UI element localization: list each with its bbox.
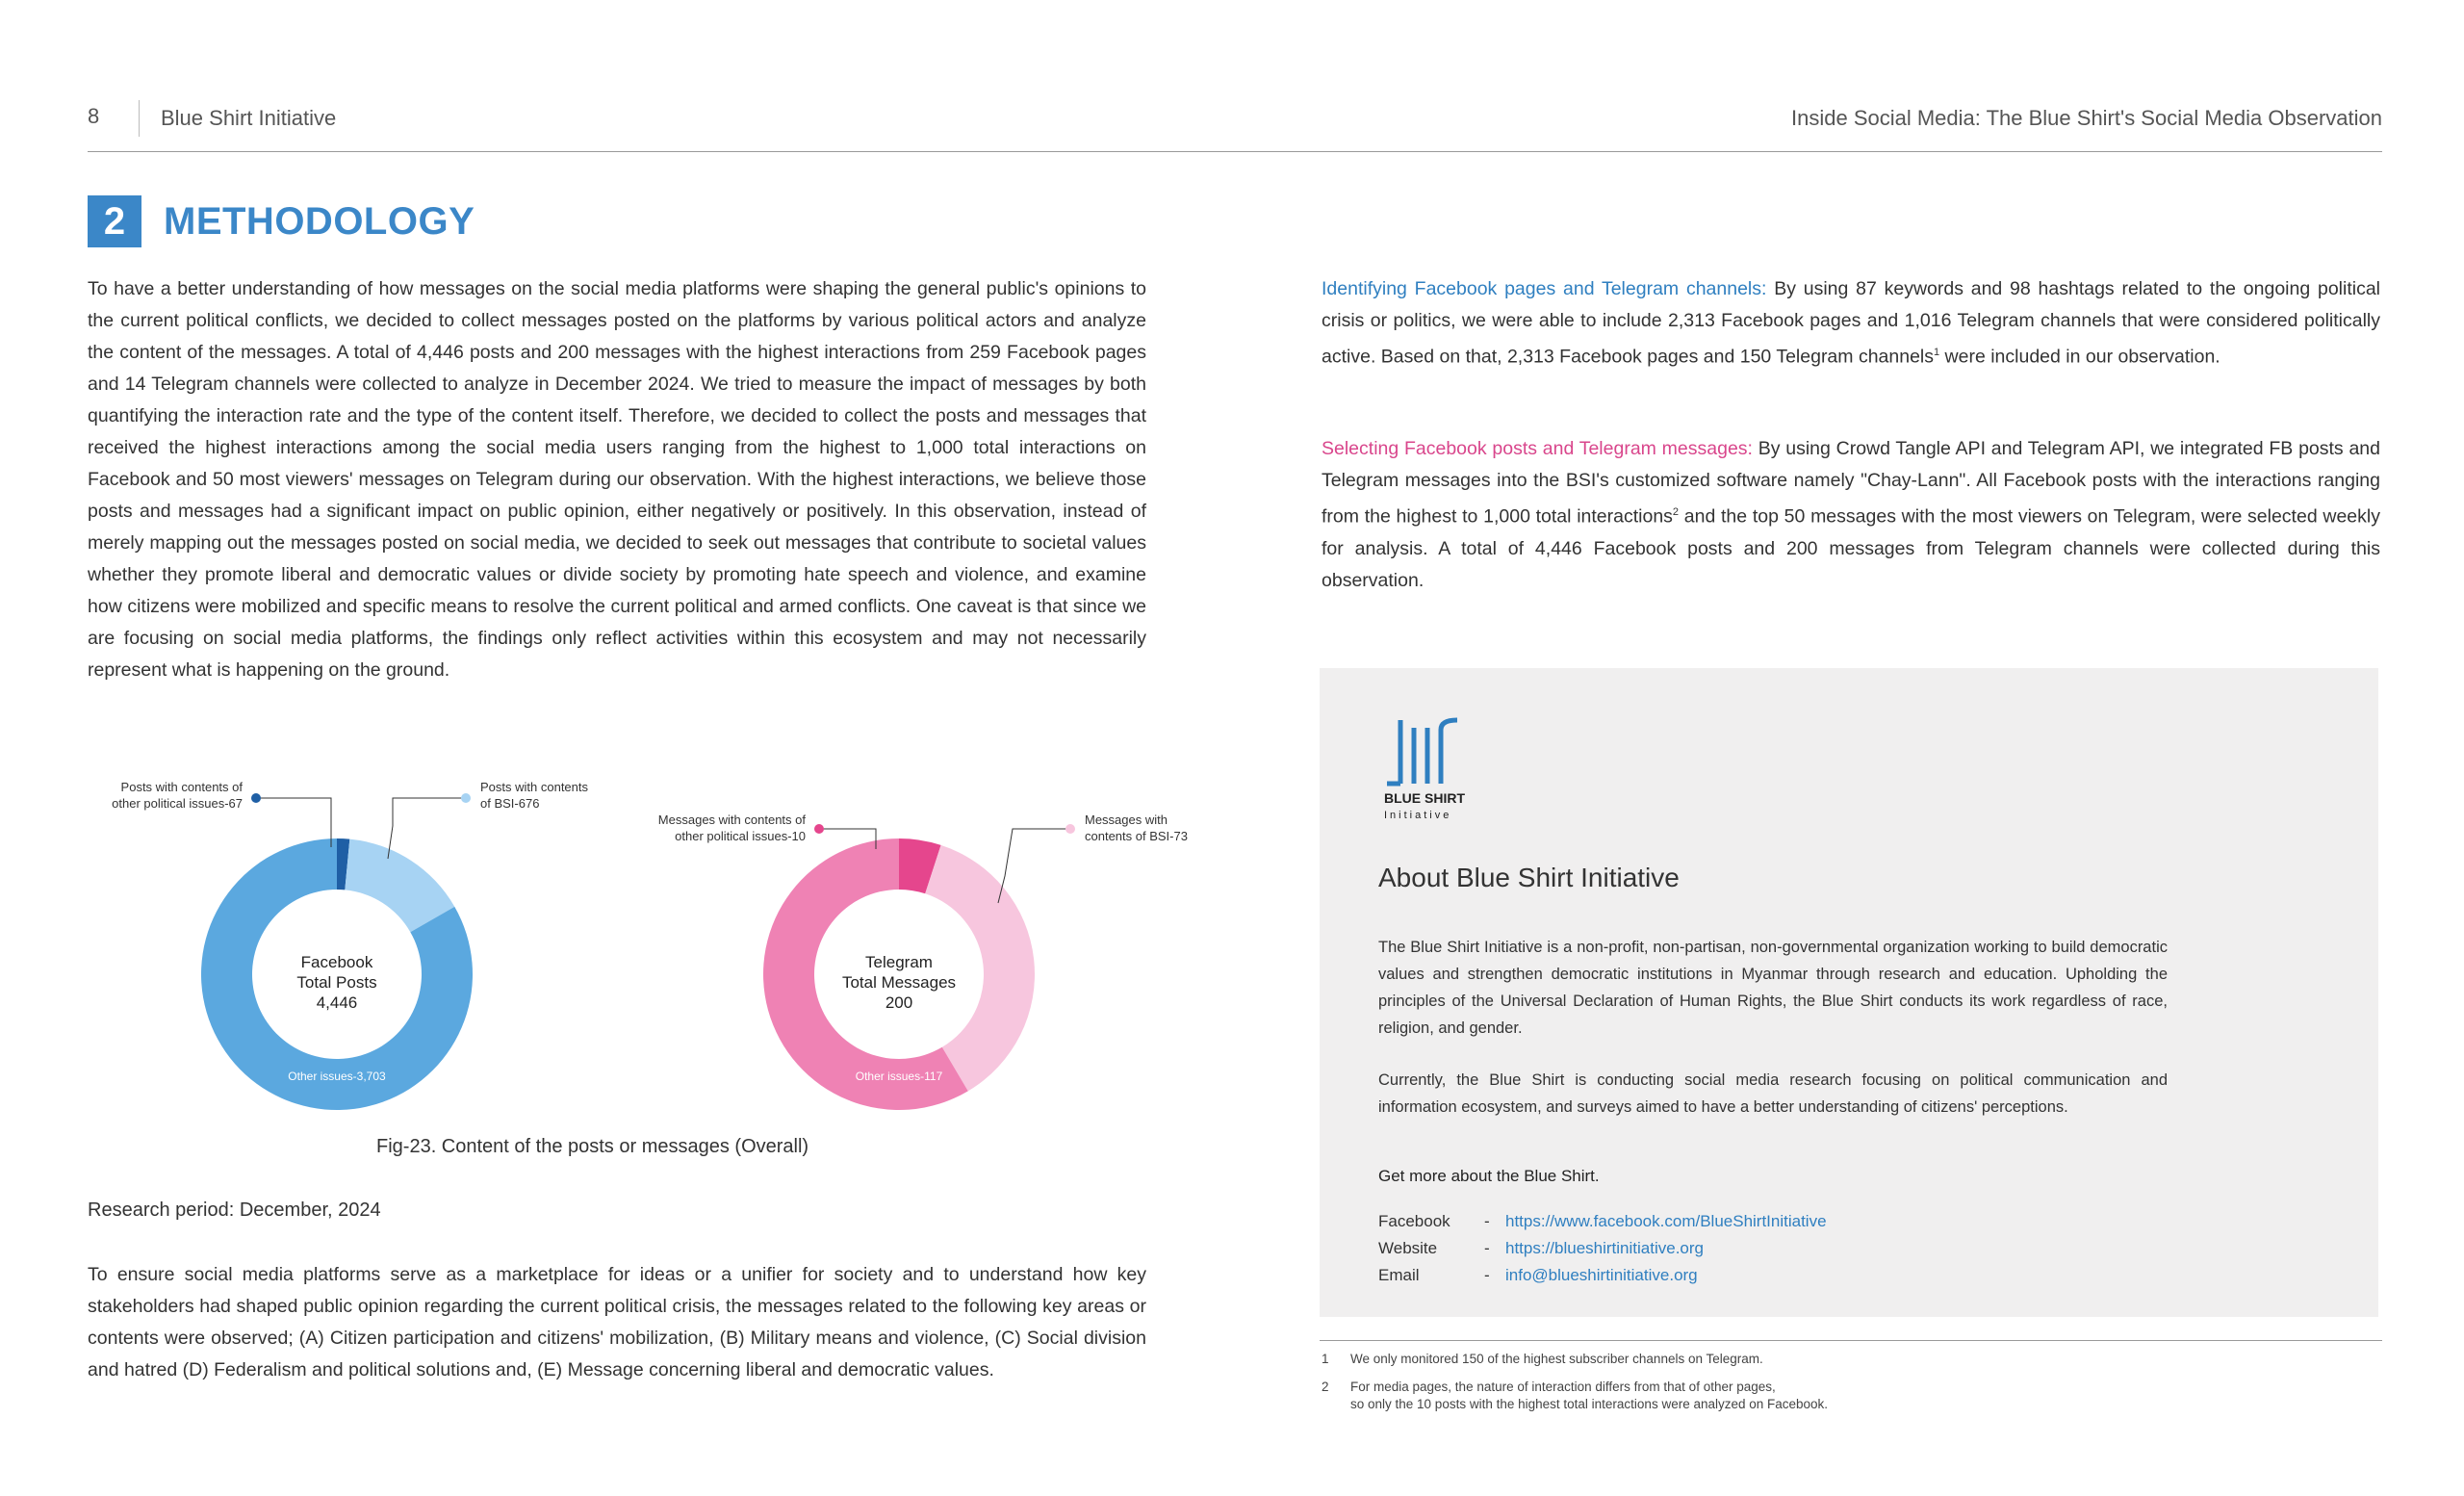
header-divider <box>139 100 140 137</box>
logo-text-line2: Initiative <box>1384 810 1452 821</box>
research-period: Research period: December, 2024 <box>88 1199 381 1221</box>
contact-email-dash: - <box>1484 1266 1490 1284</box>
header-report-title: Inside Social Media: The Blue Shirt's Social Media Observation <box>1791 106 2382 130</box>
page-number: 8 <box>88 104 100 128</box>
tg-dot-bsi <box>1065 824 1075 834</box>
footnote-ref-2[interactable]: 2 <box>1672 506 1680 518</box>
footnote-2-number: 2 <box>1322 1380 1329 1394</box>
tg-label-bsi-line1: Messages with <box>1085 812 1168 827</box>
about-paragraph-2: Currently, the Blue Shirt is conducting social media research focusing on political communication and information ecosystem, and surveys aimed to have a better understanding of citizens' perceptions. <box>1378 1071 2168 1116</box>
fb-label-other-issues: Other issues-3,703 <box>288 1070 386 1083</box>
footnote-2-text-line2: so only the 10 posts with the highest total interactions were analyzed on Facebook. <box>1350 1397 1829 1411</box>
tg-label-other-issues: Other issues-117 <box>855 1070 943 1083</box>
contact-email <box>1378 1266 1698 1285</box>
tg-center-line1: Telegram <box>865 953 933 971</box>
tg-label-bsi-line2: contents of BSI-73 <box>1085 829 1188 843</box>
tg-center-line3: 200 <box>885 993 913 1012</box>
logo-text-line1: BLUE SHIRT <box>1384 790 1465 806</box>
section-number-badge: 2 <box>88 195 141 247</box>
header-rule <box>88 151 2382 152</box>
footnote-rule <box>1320 1340 2382 1341</box>
identifying-paragraph <box>1322 273 2380 374</box>
footnote-ref-1[interactable]: 1 <box>1934 347 1940 358</box>
figure-caption: Fig-23. Content of the posts or messages (Overall) <box>376 1136 809 1157</box>
header-org-name: Blue Shirt Initiative <box>161 106 337 130</box>
footnote-1-text: We only monitored 150 of the highest subscriber channels on Telegram. <box>1350 1352 1763 1366</box>
fb-leader-bsi <box>388 798 466 859</box>
footnote-2 <box>1322 1379 1828 1413</box>
get-more-heading: Get more about the Blue Shirt. <box>1378 1167 1600 1185</box>
fb-center-line2: Total Posts <box>296 973 377 992</box>
identifying-text: By using 87 keywords and 98 hashtags related to the ongoing political crisis or politics, we were able to include 2,313 Facebook pages and 1,016 Telegram channels that were considered politically active. Based on that, 2,313 Facebook pages and 150 Telegram channels <box>1322 278 2380 368</box>
blue-shirt-logo <box>1382 712 1488 821</box>
fb-label-bsi-line1: Posts with contents <box>480 780 588 794</box>
fb-label-other-political-line1: Posts with contents of <box>120 780 243 794</box>
footnote-2-text: For media pages, the nature of interaction differs from that of other pages, <box>1350 1380 1776 1394</box>
identifying-lead: Identifying Facebook pages and Telegram channels: <box>1322 278 1767 299</box>
selecting-lead: Selecting Facebook posts and Telegram messages: <box>1322 438 1753 459</box>
footnote-1-number: 1 <box>1322 1352 1329 1366</box>
intro-paragraph: To have a better understanding of how messages on the social media platforms were shaping the general public's opinions to the current political conflicts, we decided to collect messages posted on the platforms by various political actors and analyze the content of the messages. A total of 4,446 posts and 200 messages with the highest interactions from 259 Facebook pages and 14 Telegram channels were collected to analyze in December 2024. We tried to measure the impact of messages by both quantifying the interaction rate and the type of the content itself. Therefore, we decided to collect the posts and messages that received the highest interactions among the social media users ranging from the highest to 1,000 total interactions on Facebook and 50 most viewers' messages on Telegram during our observation. With the highest interactions, we believe those posts and messages had a significant impact on public opinion, either negatively or positively. In this observation, instead of merely mapping out the messages posted on social media, we decided to seek out messages that contribute to societal values whether they promote liberal and democratic values or divide society by promoting hate speech and violence, and examine how citizens were mobilized and specific means to resolve the current political and armed conflicts. One caveat is that since we are focusing on social media platforms, the findings only reflect activities within this ecosystem and may not necessarily represent what is happening on the ground. <box>88 278 1146 681</box>
selecting-paragraph <box>1322 433 2380 597</box>
about-paragraph-1: The Blue Shirt Initiative is a non-profit, non-partisan, non-governmental organization working to build democratic values and strengthen democratic institutions in Myanmar through research and education. Upholding the principles of the Universal Declaration of Human Rights, the Blue Shirt conducts its work regardless of race, religion, and gender. <box>1378 939 2168 1037</box>
fb-center-line1: Facebook <box>300 953 373 971</box>
contact-website-dash: - <box>1484 1239 1490 1257</box>
contact-facebook-dash: - <box>1484 1212 1490 1230</box>
key-areas-paragraph: To ensure social media platforms serve as a marketplace for ideas or a unifier for society and to understand how key stakeholders had shaped public opinion regarding the current political crisis, the messages related to the following key areas or contents were observed; (A) Citizen participation and citizens' mobilization, (B) Military means and violence, (C) Social division and hatred (D) Federalism and political solutions and, (E) Message concerning liberal and democratic values. <box>88 1264 1146 1380</box>
contact-website-label: Website <box>1378 1239 1438 1257</box>
email-link[interactable]: info@blueshirtinitiative.org <box>1505 1266 1698 1284</box>
tg-label-other-political-line2: other political issues-10 <box>675 829 806 843</box>
contact-email-label: Email <box>1378 1266 1420 1284</box>
fb-label-other-political-line2: other political issues-67 <box>112 796 243 811</box>
contact-facebook <box>1378 1212 1827 1231</box>
fb-dot-other-political <box>251 793 261 803</box>
donut-charts-figure <box>77 770 1232 1136</box>
website-link[interactable]: https://blueshirtinitiative.org <box>1505 1239 1704 1257</box>
footnote-1 <box>1322 1351 1763 1368</box>
tg-leader-bsi <box>998 829 1070 903</box>
facebook-link[interactable]: https://www.facebook.com/BlueShirtInitiative <box>1505 1212 1827 1230</box>
section-title: METHODOLOGY <box>164 200 475 243</box>
fb-center-line3: 4,446 <box>316 993 358 1012</box>
tg-dot-other-political <box>814 824 824 834</box>
selecting-text: By using Crowd Tangle API and Telegram API, we integrated FB posts and Telegram messages into the BSI's customized software namely "Chay-Lann". All Facebook posts with the interactions ranging from the highest to 1,000 total interactions <box>1322 438 2380 528</box>
identifying-text-end: were included in our observation. <box>1939 346 2220 368</box>
tg-center-line2: Total Messages <box>841 973 957 992</box>
about-title: About Blue Shirt Initiative <box>1378 863 1680 892</box>
contact-facebook-label: Facebook <box>1378 1212 1450 1230</box>
selecting-text-end: and the top 50 messages with the most viewers on Telegram, were selected weekly for analysis. A total of 4,446 Facebook posts and 200 messages from Telegram channels were collected during this observation. <box>1322 505 2380 591</box>
tg-label-other-political-line1: Messages with contents of <box>657 812 806 827</box>
contact-website <box>1378 1239 1704 1258</box>
fb-dot-bsi <box>461 793 471 803</box>
fb-label-bsi-line2: of BSI-676 <box>480 796 540 811</box>
